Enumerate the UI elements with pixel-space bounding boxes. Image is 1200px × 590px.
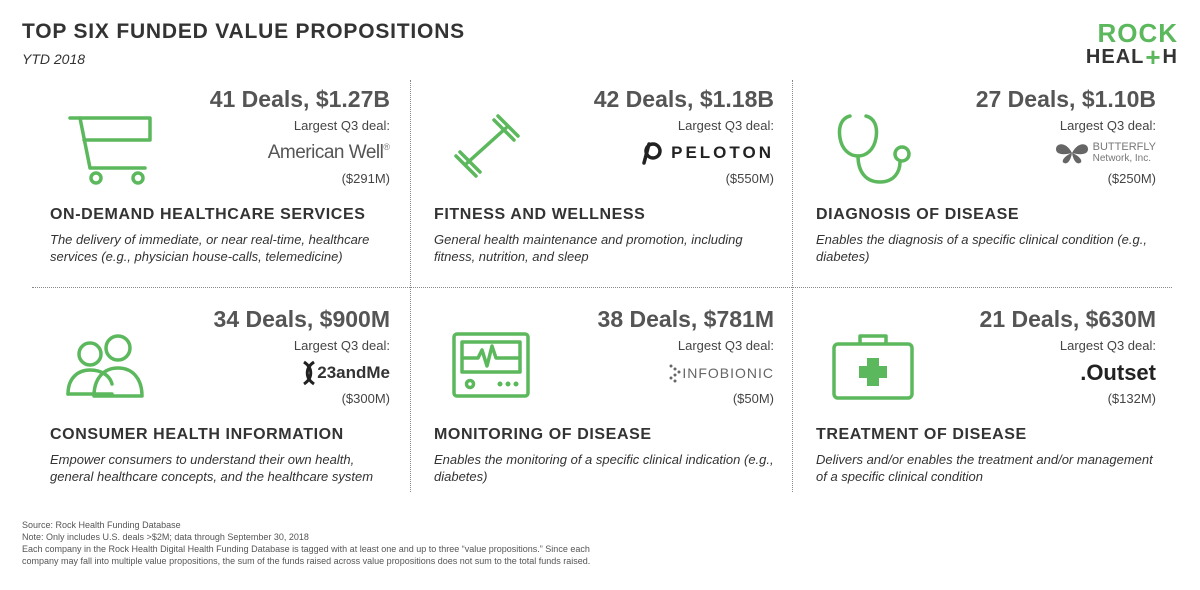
heart-monitor-icon [434, 318, 544, 408]
page-subtitle: YTD 2018 [22, 51, 86, 67]
registered-mark: ® [383, 142, 390, 152]
cell-diagnosis-disease [798, 80, 1168, 280]
deals-summary: 42 Deals, $1.18B [593, 86, 774, 112]
company-name: PELOTON [671, 143, 774, 162]
category-description: Delivers and/or enables the treatment and/or management of a specific clinical condition [816, 452, 1153, 484]
logo-line-1: ROCK [1097, 18, 1178, 48]
company-name: BUTTERFLY [1092, 141, 1156, 153]
deal-amount: ($50M) [732, 391, 774, 406]
stethoscope-icon [816, 98, 926, 188]
largest-deal-label: Largest Q3 deal: [1059, 338, 1156, 353]
largest-deal-label: Largest Q3 deal: [1059, 118, 1156, 133]
deal-amount: ($300M) [341, 391, 390, 406]
cell-treatment-disease [798, 300, 1168, 500]
company-logo-butterfly [1054, 138, 1156, 168]
footnotes [22, 519, 722, 567]
vertical-divider-2 [792, 80, 793, 492]
category-title: FITNESS AND WELLNESS [434, 206, 646, 223]
logo-line-2-right: H [1162, 46, 1178, 68]
footnote-source: Source: Rock Health Funding Database [22, 520, 181, 530]
company-logo-outset [1080, 358, 1156, 388]
category-title: TREATMENT OF DISEASE [816, 426, 1027, 443]
medical-cross-icon [859, 358, 887, 386]
company-logo-23andme [301, 358, 390, 388]
deals-summary: 27 Deals, $1.10B [975, 86, 1156, 112]
footnote-line-3: Each company in the Rock Health Digital Health Funding Database is tagged with at least one and up to three “value propositions.” Since each [22, 544, 590, 554]
first-aid-kit-icon [816, 318, 926, 408]
page-title: TOP SIX FUNDED VALUE PROPOSITIONS [22, 20, 465, 43]
deals-summary: 38 Deals, $781M [597, 306, 774, 332]
company-subname: Network, Inc. [1092, 153, 1151, 164]
deal-amount: ($550M) [725, 171, 774, 186]
rock-health-logo [1084, 18, 1178, 72]
vertical-divider-1 [410, 80, 411, 492]
footnote-line-4: company may fall into multiple value propositions, the sum of the funds raised across value propositions does not sum to the total funds raised. [22, 556, 591, 566]
category-title: MONITORING OF DISEASE [434, 426, 652, 443]
largest-deal-label: Largest Q3 deal: [677, 338, 774, 353]
cell-consumer-health-information [32, 300, 402, 500]
horizontal-divider [32, 287, 1172, 288]
deal-amount: ($291M) [341, 171, 390, 186]
logo-line-2 [1084, 42, 1178, 72]
company-name: American Well [267, 142, 384, 163]
footnote-note: Note: Only includes U.S. deals >$2M; data through September 30, 2018 [22, 532, 309, 542]
category-description: Enables the monitoring of a specific clinical indication (e.g., diabetes) [434, 452, 774, 484]
logo-plus: + [1145, 42, 1162, 72]
company-logo-american-well [268, 138, 390, 168]
butterfly-icon [1054, 141, 1090, 165]
category-description: Enables the diagnosis of a specific clinical condition (e.g., diabetes) [816, 232, 1147, 264]
infobionic-dots-icon [668, 363, 682, 383]
cell-monitoring-disease [416, 300, 786, 500]
dumbbell-icon [434, 98, 544, 188]
cart-icon [50, 98, 160, 188]
deal-amount: ($132M) [1107, 391, 1156, 406]
company-name: INFOBIONIC [682, 365, 774, 381]
category-title: ON-DEMAND HEALTHCARE SERVICES [50, 206, 366, 223]
peloton-mark-icon [639, 140, 665, 166]
category-description: Empower consumers to understand their own health, general healthcare concepts, and the healthcare system [50, 452, 374, 484]
deals-summary: 21 Deals, $630M [979, 306, 1156, 332]
largest-deal-label: Largest Q3 deal: [677, 118, 774, 133]
value-propositions-grid [32, 80, 1172, 500]
category-title: CONSUMER HEALTH INFORMATION [50, 426, 344, 443]
category-description: General health maintenance and promotion, including fitness, nutrition, and sleep [434, 232, 743, 264]
cell-on-demand-healthcare [32, 80, 402, 280]
deals-summary: 41 Deals, $1.27B [209, 86, 390, 112]
largest-deal-label: Largest Q3 deal: [293, 118, 390, 133]
category-description: The delivery of immediate, or near real-time, healthcare services (e.g., physician house-calls, telemedicine) [50, 232, 370, 264]
company-logo-peloton [639, 138, 774, 168]
category-title: DIAGNOSIS OF DISEASE [816, 206, 1020, 223]
people-icon [50, 318, 160, 408]
company-logo-infobionic [668, 358, 774, 388]
23andme-helix-icon [301, 360, 317, 386]
logo-line-2-left: HEAL [1085, 46, 1145, 68]
company-name: .Outset [1080, 360, 1156, 385]
deals-summary: 34 Deals, $900M [213, 306, 390, 332]
company-name: 23andMe [317, 363, 390, 382]
deal-amount: ($250M) [1107, 171, 1156, 186]
cell-fitness-wellness [416, 80, 786, 280]
largest-deal-label: Largest Q3 deal: [293, 338, 390, 353]
